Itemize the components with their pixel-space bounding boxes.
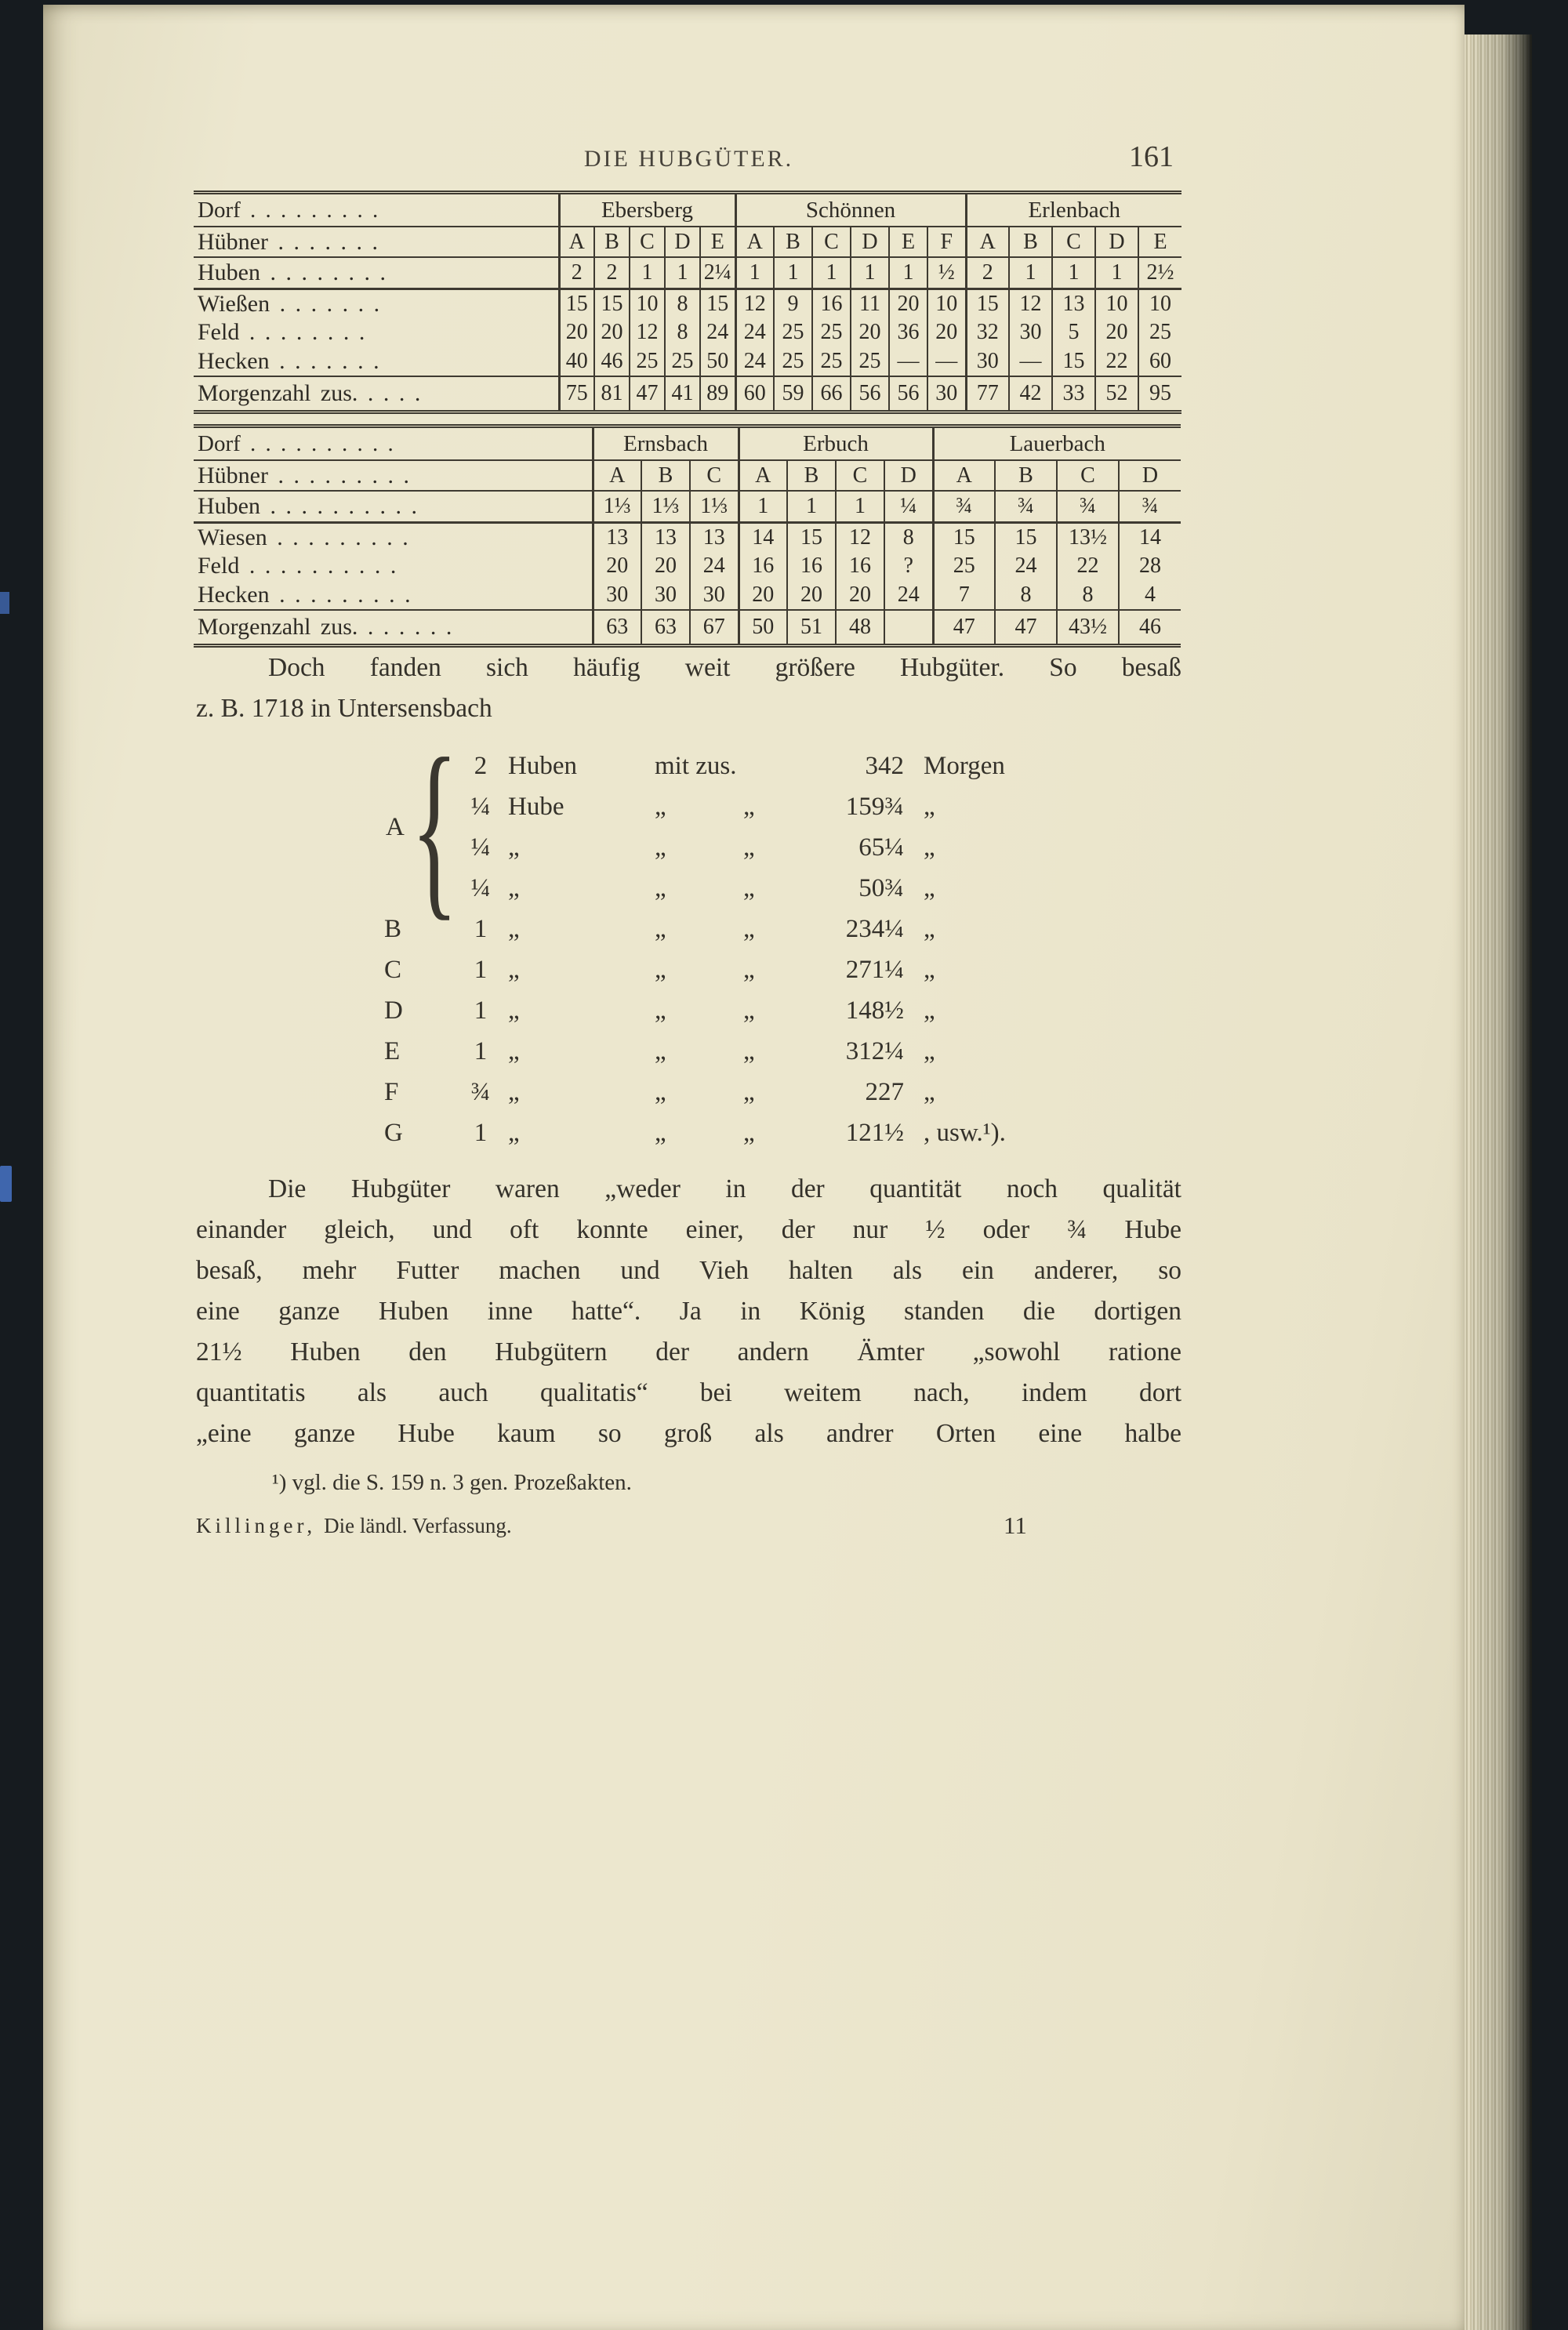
hubner-letter: D <box>884 460 933 491</box>
table-row <box>194 610 1181 646</box>
cell-value: 1⅓ <box>690 491 739 523</box>
row-label: Huben . . . . . . . . <box>194 257 559 289</box>
cell-value: 11 <box>851 289 889 319</box>
village-name: Erlenbach <box>966 193 1181 227</box>
cell-value: 1 <box>630 257 665 289</box>
hubner-letter: B <box>995 460 1057 491</box>
cell-value: 25 <box>812 347 851 376</box>
cell-value: 30 <box>1009 318 1052 347</box>
village-name: Ebersberg <box>559 193 735 227</box>
hubner-letter: E <box>700 227 735 257</box>
hube-tail: „ <box>924 874 935 902</box>
hube-tail: , usw.¹). <box>924 1119 1006 1147</box>
hube-tail: „ <box>924 996 935 1025</box>
cell-value: ¾ <box>1119 491 1181 523</box>
village-name: Schönnen <box>735 193 966 227</box>
cell-value: 9 <box>774 289 812 319</box>
hubner-letter: B <box>641 460 690 491</box>
text-line: eine ganze Huben inne hatte“. Ja in König standen die dortigen <box>196 1297 1181 1326</box>
cell-value: 20 <box>739 580 787 610</box>
cell-value: 15 <box>787 523 836 553</box>
cell-value: ¼ <box>884 491 933 523</box>
hube-amount: 121½ <box>845 1119 904 1147</box>
cell-value: 43½ <box>1057 610 1119 646</box>
hube-qty: ¼ <box>470 793 491 821</box>
cell-value: 14 <box>739 523 787 553</box>
cell-value: 1 <box>739 491 787 523</box>
hube-qty: ¾ <box>470 1078 491 1106</box>
cell-value: 56 <box>851 376 889 412</box>
cell-value: — <box>889 347 927 376</box>
hube-c4: „ <box>743 793 755 821</box>
text-line: quantitatis als auch qualitatis“ bei weitem nach, indem dort <box>196 1378 1181 1407</box>
hube-amount: 227 <box>865 1078 904 1106</box>
cell-value: 46 <box>1119 610 1181 646</box>
cell-value: 20 <box>1095 318 1138 347</box>
cell-value: 2½ <box>1138 257 1181 289</box>
hube-c4: „ <box>743 833 755 862</box>
cell-value: 24 <box>690 552 739 580</box>
cell-value: 25 <box>630 347 665 376</box>
cell-value: 14 <box>1119 523 1181 553</box>
cell-value: 28 <box>1119 552 1181 580</box>
cell-value: 8 <box>1057 580 1119 610</box>
cell-value: 25 <box>665 347 700 376</box>
hube-c3: „ <box>655 874 666 902</box>
cell-value: 20 <box>559 318 594 347</box>
hube-amount: 342 <box>865 752 904 780</box>
margin-mark <box>0 592 9 614</box>
cell-value: 16 <box>812 289 851 319</box>
cell-value: 59 <box>774 376 812 412</box>
cell-value: 30 <box>690 580 739 610</box>
hubguter-table-2-host <box>194 424 1181 648</box>
table-row <box>194 376 1181 412</box>
cell-value: 20 <box>593 552 641 580</box>
hube-list <box>384 717 1215 1169</box>
hube-qty: ¼ <box>470 833 491 862</box>
hube-tail: „ <box>924 793 935 821</box>
cell-value: 25 <box>851 347 889 376</box>
hubner-letter: B <box>787 460 836 491</box>
hubner-letter: C <box>836 460 884 491</box>
cell-value: 1 <box>836 491 884 523</box>
cell-value: 15 <box>700 289 735 319</box>
cell-value: 16 <box>787 552 836 580</box>
hube-list-row <box>384 868 1215 909</box>
hube-amount: 65¼ <box>858 833 904 862</box>
curly-brace-icon: { <box>411 717 459 937</box>
cell-value: 50 <box>739 610 787 646</box>
cell-value: 8 <box>665 318 700 347</box>
cell-value: 20 <box>851 318 889 347</box>
cell-value: ½ <box>927 257 966 289</box>
hubner-letter: B <box>1009 227 1052 257</box>
hubner-letter: A <box>966 227 1009 257</box>
hubner-letter: A <box>933 460 995 491</box>
village-name: Ernsbach <box>593 426 739 461</box>
hubner-letter: A <box>735 227 774 257</box>
cell-value: 4 <box>1119 580 1181 610</box>
cell-value: 1 <box>774 257 812 289</box>
hube-unit: „ <box>508 996 520 1025</box>
hube-letter: C <box>384 956 402 984</box>
cell-value: 48 <box>836 610 884 646</box>
hube-list-row <box>384 746 1215 786</box>
hube-tail: „ <box>924 833 935 862</box>
village-name: Lauerbach <box>933 426 1181 461</box>
hube-c3: „ <box>655 956 666 984</box>
hube-tail: Morgen <box>924 752 1005 780</box>
cell-value: 13 <box>1052 289 1095 319</box>
hubner-letter: B <box>594 227 630 257</box>
cell-value: 52 <box>1095 376 1138 412</box>
book-page <box>43 5 1465 2330</box>
hube-c4: „ <box>743 956 755 984</box>
cell-value: 50 <box>700 347 735 376</box>
cell-value: ¾ <box>995 491 1057 523</box>
hube-qty: 1 <box>474 915 488 943</box>
cell-value: 1⅓ <box>593 491 641 523</box>
cell-value: 20 <box>594 318 630 347</box>
cell-value: 25 <box>1138 318 1181 347</box>
paragraph-main <box>196 1169 1181 1454</box>
cell-value: 1 <box>665 257 700 289</box>
cell-value: 1 <box>735 257 774 289</box>
hube-list-row <box>384 827 1215 868</box>
cell-value: 2 <box>966 257 1009 289</box>
cell-value: ¾ <box>1057 491 1119 523</box>
page-edges <box>1465 34 1532 2330</box>
hube-list-row <box>384 909 1215 949</box>
cell-value: 66 <box>812 376 851 412</box>
cell-value: 60 <box>1138 347 1181 376</box>
hube-qty: ¼ <box>470 874 491 902</box>
cell-value: 13 <box>593 523 641 553</box>
hube-c4: „ <box>743 1119 755 1147</box>
cell-value: 95 <box>1138 376 1181 412</box>
cell-value: 56 <box>889 376 927 412</box>
cell-value: 12 <box>1009 289 1052 319</box>
hube-amount: 312¼ <box>845 1037 904 1065</box>
row-label: Morgenzahl zus. . . . . <box>194 376 559 412</box>
hube-list-row <box>384 786 1215 827</box>
table-row <box>194 318 1181 347</box>
hube-amount: 234¼ <box>845 915 904 943</box>
cell-value: 41 <box>665 376 700 412</box>
hube-c3: „ <box>655 915 666 943</box>
cell-value: 46 <box>594 347 630 376</box>
cell-value: 16 <box>836 552 884 580</box>
cell-value: 13½ <box>1057 523 1119 553</box>
text-line: Doch fanden sich häufig weit größere Hubgüter. So besaß <box>268 653 1181 682</box>
row-label: Dorf . . . . . . . . . . <box>194 426 593 461</box>
author-name: Killinger, <box>196 1514 317 1537</box>
row-label: Feld . . . . . . . . <box>198 319 365 345</box>
hube-qty: 1 <box>474 1037 488 1065</box>
hube-unit: „ <box>508 874 520 902</box>
cell-value: 77 <box>966 376 1009 412</box>
cell-value: 1 <box>1052 257 1095 289</box>
page-number: 161 <box>1129 140 1174 173</box>
cell-value: — <box>1009 347 1052 376</box>
cell-value: 30 <box>927 376 966 412</box>
cell-value: 22 <box>1095 347 1138 376</box>
hube-qty: 2 <box>474 752 488 780</box>
table-row <box>194 523 1181 553</box>
hubner-letter: D <box>665 227 700 257</box>
cell-value: 1 <box>889 257 927 289</box>
hube-unit: Huben <box>508 752 577 780</box>
hubner-letter: B <box>774 227 812 257</box>
hube-letter: F <box>384 1078 399 1106</box>
cell-value: 24 <box>700 318 735 347</box>
table-row <box>194 257 1181 289</box>
cell-value: 1 <box>1095 257 1138 289</box>
cell-value: 25 <box>933 552 995 580</box>
row-label: Feld . . . . . . . . . . <box>198 553 397 579</box>
row-label: Hecken . . . . . . . <box>194 347 559 376</box>
cell-value: 15 <box>933 523 995 553</box>
hubner-letter: C <box>812 227 851 257</box>
hube-qty: 1 <box>474 1119 488 1147</box>
hube-unit: „ <box>508 1119 520 1147</box>
text-line: 21½ Huben den Hubgütern der andern Ämter „sowohl ratione <box>196 1337 1181 1366</box>
paragraph-intro <box>196 648 1181 729</box>
hube-c3: „ <box>655 1037 666 1065</box>
cell-value: 20 <box>787 580 836 610</box>
cell-value: 12 <box>630 318 665 347</box>
hube-amount: 50¾ <box>858 874 904 902</box>
cell-value: 81 <box>594 376 630 412</box>
cell-value: 5 <box>1052 318 1095 347</box>
hubguter-table-1-host <box>194 191 1181 414</box>
cell-value: 15 <box>1052 347 1095 376</box>
cell-value: 15 <box>966 289 1009 319</box>
hubner-letter: C <box>630 227 665 257</box>
hubguter-table-2 <box>194 424 1181 648</box>
cell-value: 63 <box>593 610 641 646</box>
hubner-letter: D <box>1119 460 1181 491</box>
hube-qty: 1 <box>474 996 488 1025</box>
cell-value: 25 <box>774 347 812 376</box>
text-line: besaß, mehr Futter machen und Vieh halten als ein anderer, so <box>196 1256 1181 1285</box>
cell-value: 51 <box>787 610 836 646</box>
cell-value: 24 <box>735 318 774 347</box>
work-title: Die ländl. Verfassung. <box>324 1514 512 1537</box>
table-row <box>194 580 1181 610</box>
cell-value: 67 <box>690 610 739 646</box>
hubner-letter: A <box>559 227 594 257</box>
cell-value: 16 <box>739 552 787 580</box>
hube-letter: B <box>384 915 402 943</box>
cell-value: 47 <box>933 610 995 646</box>
hube-letter: G <box>384 1119 403 1147</box>
cell-value: — <box>927 347 966 376</box>
row-label: Huben . . . . . . . . . . <box>194 491 593 523</box>
page-header <box>196 140 1181 177</box>
cell-value: 20 <box>889 289 927 319</box>
row-label: Hübner . . . . . . . . . <box>194 460 593 491</box>
table-row <box>194 491 1181 523</box>
hube-unit: „ <box>508 833 520 862</box>
cell-value: 13 <box>641 523 690 553</box>
hubner-letter: D <box>1095 227 1138 257</box>
hube-unit: „ <box>508 1037 520 1065</box>
cell-value: 24 <box>884 580 933 610</box>
hube-amount: 159¾ <box>845 793 904 821</box>
cell-value: 1 <box>812 257 851 289</box>
cell-value: 10 <box>1095 289 1138 319</box>
cell-value: 42 <box>1009 376 1052 412</box>
running-title: DIE HUBGÜTER. <box>583 146 794 172</box>
hubner-letter: A <box>739 460 787 491</box>
row-label: Wießen . . . . . . . <box>198 291 380 317</box>
cell-value: 7 <box>933 580 995 610</box>
hube-tail: „ <box>924 1037 935 1065</box>
hube-c4: „ <box>743 1078 755 1106</box>
text-line: Die Hubgüter waren „weder in der quantität noch qualität <box>268 1174 1181 1203</box>
hubner-letter: C <box>1057 460 1119 491</box>
hube-c4: „ <box>743 1037 755 1065</box>
hube-amount: 148½ <box>845 996 904 1025</box>
cell-value: 2 <box>594 257 630 289</box>
cell-value: 33 <box>1052 376 1095 412</box>
cell-value: 20 <box>927 318 966 347</box>
cell-value: 24 <box>995 552 1057 580</box>
hube-letter: E <box>384 1037 401 1065</box>
hubner-letter: C <box>1052 227 1095 257</box>
cell-value: 10 <box>927 289 966 319</box>
cell-value: 25 <box>812 318 851 347</box>
row-label: Wiesen . . . . . . . . . <box>198 524 408 550</box>
page-footer <box>196 1508 1181 1544</box>
hubner-letter: E <box>1138 227 1181 257</box>
cell-value: ? <box>884 552 933 580</box>
hube-unit: „ <box>508 915 520 943</box>
cell-value: 20 <box>836 580 884 610</box>
cell-value: 8 <box>995 580 1057 610</box>
hubner-letter: D <box>851 227 889 257</box>
cell-value: 40 <box>559 347 594 376</box>
hube-c4: „ <box>743 996 755 1025</box>
hube-tail: „ <box>924 1078 935 1106</box>
row-label: Morgenzahl zus. . . . . . . <box>194 610 593 646</box>
hubguter-table-1 <box>194 191 1181 414</box>
village-name: Erbuch <box>739 426 933 461</box>
hube-list-row <box>384 1072 1215 1112</box>
cell-value: 24 <box>735 347 774 376</box>
hube-qty: 1 <box>474 956 488 984</box>
cell-value: 13 <box>690 523 739 553</box>
cell-value: ¾ <box>933 491 995 523</box>
hube-c3: „ <box>655 996 666 1025</box>
cell-value: 47 <box>995 610 1057 646</box>
hubner-letter: F <box>927 227 966 257</box>
hube-list-row <box>384 1112 1215 1153</box>
hubner-letter: E <box>889 227 927 257</box>
hube-letter: D <box>384 996 403 1025</box>
row-label: Hecken . . . . . . . . . <box>194 580 593 610</box>
hube-list-row <box>384 1031 1215 1072</box>
cell-value: 36 <box>889 318 927 347</box>
cell-value: 25 <box>774 318 812 347</box>
hubner-letter: C <box>690 460 739 491</box>
cell-value: 15 <box>594 289 630 319</box>
cell-value: 63 <box>641 610 690 646</box>
cell-value: 75 <box>559 376 594 412</box>
hube-c4: „ <box>743 915 755 943</box>
hube-tail: „ <box>924 956 935 984</box>
row-label: Hübner . . . . . . . <box>194 227 559 257</box>
cell-value: 12 <box>735 289 774 319</box>
text-line: „eine ganze Hube kaum so groß als andrer Orten eine halbe <box>196 1419 1181 1448</box>
cell-value: 30 <box>593 580 641 610</box>
cell-value: 15 <box>995 523 1057 553</box>
hube-amount: 271¼ <box>845 956 904 984</box>
hube-c3: „ <box>655 793 666 821</box>
cell-value: 2 <box>559 257 594 289</box>
hube-unit: Hube <box>508 793 564 821</box>
cell-value: 30 <box>966 347 1009 376</box>
sheet-number: 11 <box>1004 1512 1027 1539</box>
cell-value: 12 <box>836 523 884 553</box>
cell-value: 32 <box>966 318 1009 347</box>
hube-unit: „ <box>508 956 520 984</box>
cell-value <box>884 610 933 646</box>
cell-value: 1⅓ <box>641 491 690 523</box>
cell-value: 1 <box>1009 257 1052 289</box>
footer-signature <box>196 1508 512 1544</box>
cell-value: 47 <box>630 376 665 412</box>
hube-tail: „ <box>924 915 935 943</box>
hube-list-row <box>384 990 1215 1031</box>
cell-value: 15 <box>559 289 594 319</box>
table-row <box>194 552 1181 580</box>
hube-c3: „ <box>655 1119 666 1147</box>
table-row <box>194 289 1181 319</box>
hube-c3: „ <box>655 1078 666 1106</box>
cell-value: 1 <box>851 257 889 289</box>
cell-value: 8 <box>884 523 933 553</box>
cell-value: 1 <box>787 491 836 523</box>
margin-mark <box>0 1166 12 1202</box>
row-label: Dorf . . . . . . . . . <box>194 193 559 227</box>
cell-value: 60 <box>735 376 774 412</box>
hube-unit: „ <box>508 1078 520 1106</box>
text-line: z. B. 1718 in Untersensbach <box>196 694 492 723</box>
table-row <box>194 347 1181 376</box>
hubner-letter: A <box>593 460 641 491</box>
cell-value: 89 <box>700 376 735 412</box>
cell-value: 20 <box>641 552 690 580</box>
cell-value: 2¼ <box>700 257 735 289</box>
hube-list-row <box>384 949 1215 990</box>
hube-c3: mit zus. <box>655 752 737 780</box>
cell-value: 22 <box>1057 552 1119 580</box>
hube-c3: „ <box>655 833 666 862</box>
cell-value: 30 <box>641 580 690 610</box>
cell-value: 10 <box>1138 289 1181 319</box>
footnote: ¹) vgl. die S. 159 n. 3 gen. Prozeßakten. <box>272 1470 632 1495</box>
cell-value: 8 <box>665 289 700 319</box>
cell-value: 10 <box>630 289 665 319</box>
text-line: einander gleich, und oft konnte einer, der nur ½ oder ¾ Hube <box>196 1215 1181 1244</box>
hube-c4: „ <box>743 874 755 902</box>
group-letter: A <box>386 813 405 841</box>
